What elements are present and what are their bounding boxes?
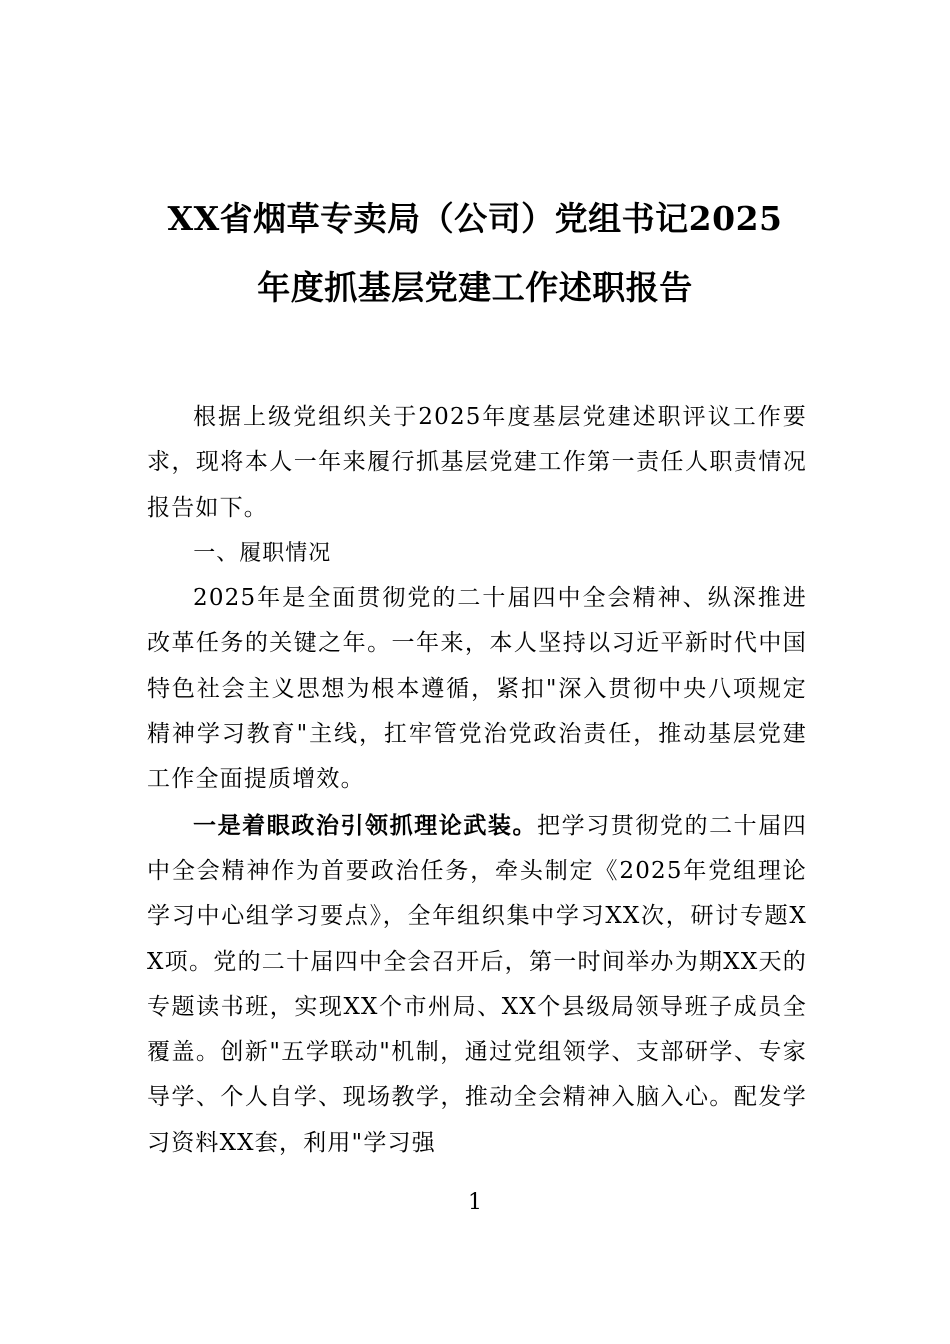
document-title-line-1: XX省烟草专卖局（公司）党组书记2025 [167,199,783,238]
document-body [147,395,807,1166]
document-title-line-2: 年度抓基层党建工作述职报告 [257,268,693,307]
point-1-lead: 一是着眼政治引领抓理论武装。 [193,811,538,839]
point-1-paragraph [147,803,807,1166]
page-number: 1 [468,1190,482,1215]
intro-paragraph: 根据上级党组织关于2025年度基层党建述职评议工作要求，现将本人一年来履行抓基层党建工作第一责任人职责情况报告如下。 [147,404,807,521]
section-1-paragraph: 2025年是全面贯彻党的二十届四中全会精神、纵深推进改革任务的关键之年。一年来，本人坚持以习近平新时代中国特色社会主义思想为根本遵循，紧扣"深入贯彻中央八项规定精神学习教育"主线，扛牢管党治党政治责任，推动基层党建工作全面提质增效。 [147,585,807,793]
section-heading-1: 一、履职情况 [193,540,332,566]
point-1-text: 把学习贯彻党的二十届四中全会精神作为首要政治任务，牵头制定《2025年党组理论学习中心组学习要点》，全年组织集中学习XX次，研讨专题XX项。党的二十届四中全会召开后，第一时间举办为期XX天的专题读书班，实现XX个市州局、XX个县级局领导班子成员全覆盖。创新"五学联动"机制，通过党组领学、支部研学、专家导学、个人自学、现场教学，推动全会精神入脑入心。配发学习资料XX套，利用"学习强 [147,812,807,1156]
